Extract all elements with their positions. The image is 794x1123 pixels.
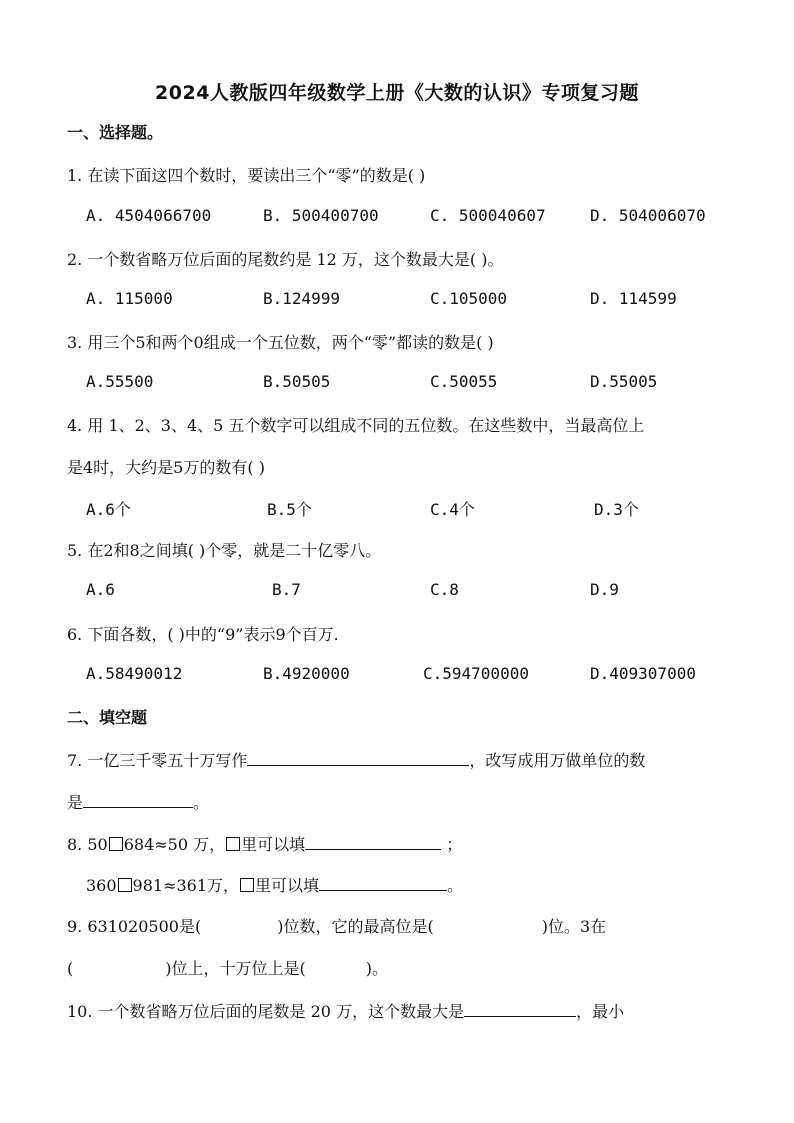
question-2-options (86, 289, 726, 311)
question-9-text: ( (67, 959, 74, 978)
question-7-text-d: 。 (193, 793, 210, 812)
question-4-options (86, 497, 726, 519)
option-c: C.105000 (430, 289, 508, 308)
section-choice-heading: 一、选择题。 (67, 123, 164, 142)
option-b: B. 500400700 (263, 206, 379, 225)
question-7-line-1 (67, 747, 645, 771)
option-c: C.4个 (430, 500, 475, 519)
question-8-text: 8. 50 (67, 835, 108, 854)
question-9-line-1 (67, 914, 606, 937)
answer-blank[interactable] (83, 789, 193, 808)
answer-blank[interactable] (319, 872, 447, 891)
square-box-icon (226, 837, 240, 851)
question-9-text: 9. 631020500是( (67, 917, 202, 936)
question-10-text: ，最小 (576, 1002, 625, 1021)
option-a: A.6 (86, 580, 115, 599)
question-9-line-2 (67, 956, 388, 979)
option-d: D.3个 (594, 500, 639, 519)
option-a: A.55500 (86, 372, 154, 391)
answer-blank[interactable] (464, 998, 576, 1017)
question-2: 2. 一个数省略万位后面的尾数约是 12 万，这个数最大是( )。 (67, 250, 504, 269)
option-c: C.8 (430, 580, 459, 599)
question-8-text: 。 (447, 876, 464, 895)
question-4-line-2: 是4时，大约是5万的数有( ) (67, 458, 265, 477)
section-fill-heading: 二、填空题 (67, 708, 148, 727)
question-3: 3. 用三个5和两个0组成一个五位数，两个“零”都读的数是( ) (67, 333, 494, 352)
question-8-text: 360 (86, 876, 117, 895)
square-box-icon (109, 837, 123, 851)
option-b: B.4920000 (263, 664, 350, 683)
option-a: A. 115000 (86, 289, 173, 308)
question-7-text-b: ，改写成用万做单位的数 (469, 751, 646, 770)
option-d: D.9 (590, 580, 619, 599)
option-a: A. 4504066700 (86, 206, 212, 225)
question-1-options (86, 206, 726, 228)
question-6: 6. 下面各数，( )中的“9”表示9个百万. (67, 625, 339, 644)
answer-blank[interactable] (247, 747, 469, 766)
question-9-text: )。 (365, 959, 388, 978)
square-box-icon (240, 878, 254, 892)
question-4-line-1: 4. 用 1、2、3、4、5 五个数字可以组成不同的五位数。在这些数中，当最高位上 (67, 416, 645, 435)
option-d: D. 114599 (590, 289, 677, 308)
option-d: D.409307000 (590, 664, 696, 683)
question-7-text-c: 是 (67, 793, 84, 812)
question-8-line-2 (86, 872, 463, 896)
question-5-options (86, 580, 726, 602)
question-10-text: 10. 一个数省略万位后面的尾数是 20 万，这个数最大是 (67, 1002, 465, 1021)
answer-blank[interactable] (305, 831, 441, 850)
option-b: B.5个 (267, 500, 312, 519)
option-d: D. 504006070 (590, 206, 706, 225)
option-c: C.50055 (430, 372, 498, 391)
question-7-line-2 (67, 789, 209, 813)
question-8-text: 里可以填 (241, 835, 306, 854)
option-b: B.124999 (263, 289, 341, 308)
question-9-text: )位数，它的最高位是( (277, 917, 434, 936)
option-a: A.58490012 (86, 664, 183, 683)
question-8-line-1 (67, 831, 462, 855)
option-d: D.55005 (590, 372, 658, 391)
option-b: B.7 (272, 580, 301, 599)
question-1: 1. 在读下面这四个数时，要读出三个“零”的数是( ) (67, 166, 426, 185)
square-box-icon (118, 878, 132, 892)
question-8-text: 里可以填 (255, 876, 320, 895)
question-9-text: )位。3在 (541, 917, 607, 936)
option-c: C. 500040607 (430, 206, 546, 225)
question-5: 5. 在2和8之间填( )个零，就是二十亿零八。 (67, 541, 382, 560)
question-10-line-1 (67, 998, 624, 1022)
question-8-text: 981≈361万， (132, 876, 240, 895)
question-8-text: 684≈50 万， (123, 835, 226, 854)
option-c: C.594700000 (423, 664, 529, 683)
question-3-options (86, 372, 726, 394)
question-9-text: )位上，十万位上是( (165, 959, 306, 978)
question-8-text: ； (446, 835, 463, 854)
option-b: B.50505 (263, 372, 331, 391)
option-a: A.6个 (86, 500, 131, 519)
question-6-options (86, 664, 726, 686)
page-title: 2024人教版四年级数学上册《大数的认识》专项复习题 (155, 82, 639, 104)
question-7-text-a: 7. 一亿三千零五十万写作 (67, 751, 248, 770)
